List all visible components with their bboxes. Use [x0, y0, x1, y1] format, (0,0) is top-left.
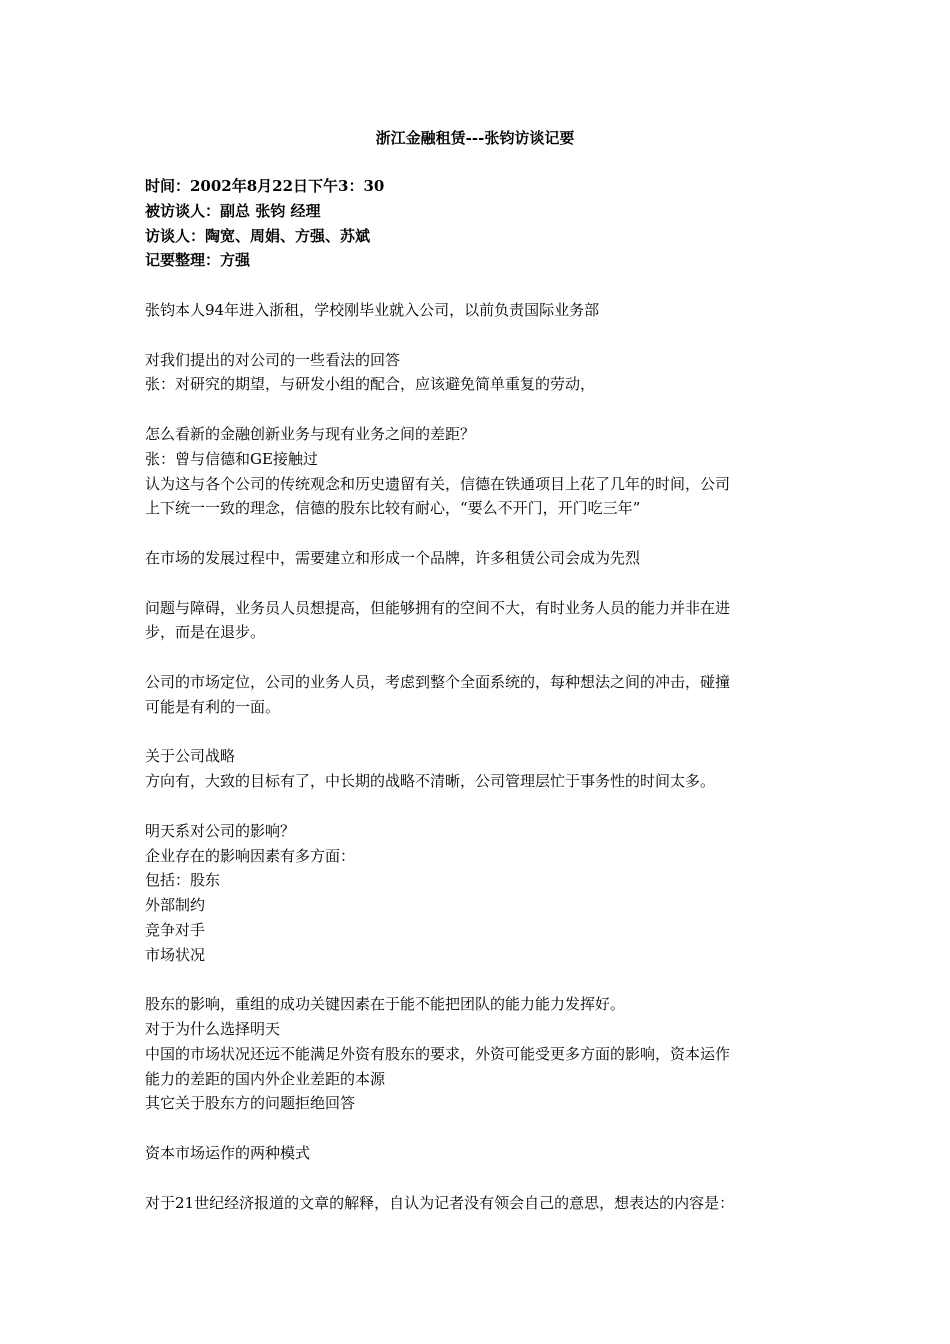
text-line: 中国的市场状况还远不能满足外资有股东的要求，外资可能受更多方面的影响，资本运作 — [145, 1044, 731, 1063]
meta-recorder: 记要整理：方强 — [145, 251, 251, 270]
text-line: 市场状况 — [145, 945, 206, 964]
paragraph-gap — [145, 323, 810, 348]
text-line: 对于21世纪经济报道的文章的解释，自认为记者没有领会自己的意思，想表达的内容是： — [145, 1193, 735, 1212]
text-line: 关于公司战略 — [145, 747, 236, 766]
text-line: 步，而是在退步。 — [145, 623, 266, 642]
paragraph — [145, 819, 810, 968]
paragraph — [145, 422, 810, 521]
paragraph-gap — [145, 794, 810, 819]
paragraph — [145, 992, 810, 1116]
text-line: 企业存在的影响因素有多方面： — [145, 846, 356, 865]
text-line: 方向有，大致的目标有了，中长期的战略不清晰，公司管理层忙于事务性的时间太多。 — [145, 772, 716, 791]
meta-block — [145, 174, 810, 273]
meta-interviewee: 被访谈人：副总 张钧 经理 — [145, 201, 321, 220]
text-line: 其它关于股东方的问题拒绝回答 — [145, 1094, 356, 1113]
text-line: 公司的市场定位，公司的业务人员，考虑到整个全面系统的，每种想法之间的冲击，碰撞 — [145, 672, 731, 691]
paragraph-gap — [145, 1166, 810, 1191]
text-line: 在市场的发展过程中，需要建立和形成一个品牌，许多租赁公司会成为先烈 — [145, 548, 641, 567]
text-line: 对于为什么选择明天 — [145, 1020, 281, 1039]
text-line: 怎么看新的金融创新业务与现有业务之间的差距？ — [145, 424, 476, 443]
text-line: 外部制约 — [145, 896, 206, 915]
paragraph-gap — [145, 720, 810, 745]
text-line: 能力的差距的国内外企业差距的本源 — [145, 1069, 386, 1088]
paragraph — [145, 546, 810, 571]
paragraph-gap — [145, 397, 810, 422]
paragraph — [145, 1141, 810, 1166]
text-line: 股东的影响，重组的成功关键因素在于能不能把团队的能力能力发挥好。 — [145, 995, 626, 1014]
document-body — [145, 174, 810, 1215]
paragraph — [145, 348, 810, 398]
text-line: 可能是有利的一面。 — [145, 697, 281, 716]
text-line: 上下统一一致的理念，信德的股东比较有耐心，“要么不开门，开门吃三年” — [145, 499, 641, 518]
paragraph-gap — [145, 273, 810, 298]
paragraph — [145, 298, 810, 323]
text-line: 张钧本人94年进入浙租，学校刚毕业就入公司，以前负责国际业务部 — [145, 300, 600, 319]
meta-interviewers: 访谈人：陶宽、周娟、方强、苏斌 — [145, 226, 371, 245]
document-title: 浙江金融租赁---张钧访谈记要 — [375, 129, 575, 147]
paragraph — [145, 670, 810, 720]
paragraph-gap — [145, 1116, 810, 1141]
paragraph-list — [145, 273, 810, 1215]
text-line: 问题与障碍，业务员人员想提高，但能够拥有的空间不大，有时业务人员的能力并非在进 — [145, 598, 731, 617]
text-line: 明天系对公司的影响？ — [145, 821, 296, 840]
text-line: 竞争对手 — [145, 920, 206, 939]
meta-time: 时间：2002年8月22日下午3：30 — [145, 177, 385, 195]
text-line: 对我们提出的对公司的一些看法的回答 — [145, 350, 401, 369]
paragraph — [145, 744, 810, 794]
paragraph — [145, 1191, 810, 1216]
paragraph-gap — [145, 521, 810, 546]
paragraph-gap — [145, 968, 810, 993]
text-line: 资本市场运作的两种模式 — [145, 1144, 311, 1163]
text-line: 包括：股东 — [145, 871, 221, 890]
paragraph — [145, 596, 810, 646]
paragraph-gap — [145, 645, 810, 670]
text-line: 张：对研究的期望，与研发小组的配合，应该避免简单重复的劳动， — [145, 375, 596, 394]
text-line: 张：曾与信德和GE接触过 — [145, 449, 318, 468]
paragraph-gap — [145, 571, 810, 596]
text-line: 认为这与各个公司的传统观念和历史遗留有关，信德在铁通项目上花了几年的时间，公司 — [145, 474, 731, 493]
